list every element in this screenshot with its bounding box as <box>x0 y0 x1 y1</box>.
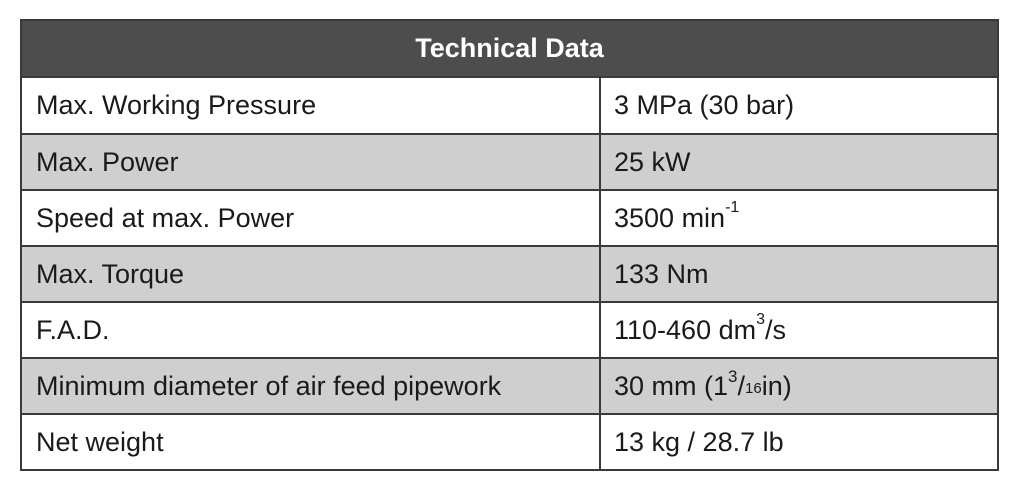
row-value: 13 kg / 28.7 lb <box>614 426 784 457</box>
table-title: Technical Data <box>22 21 997 78</box>
value-superscript: -1 <box>725 199 740 216</box>
row-value: 25 kW <box>614 146 691 177</box>
row-label: F.A.D. <box>22 303 601 357</box>
row-label: Minimum diameter of air feed pipework <box>22 359 601 413</box>
table-row <box>22 301 997 357</box>
table-row <box>22 78 997 133</box>
row-label: Max. Power <box>22 135 601 189</box>
fraction-numerator: 3 <box>728 367 738 386</box>
value-main: 30 mm (1 <box>614 370 729 401</box>
row-value: 3 MPa (30 bar) <box>614 90 795 120</box>
fraction-slash: / <box>737 370 746 401</box>
value-main: 3500 min <box>614 202 726 233</box>
table-row <box>22 133 997 189</box>
value-main: 110-460 dm <box>614 314 757 345</box>
value-tail: in) <box>761 370 792 401</box>
fraction-denominator: 16 <box>745 379 762 397</box>
row-value <box>601 303 997 357</box>
table-row <box>22 357 997 413</box>
row-label: Max. Working Pressure <box>22 78 601 133</box>
row-label: Net weight <box>22 415 601 469</box>
row-label: Speed at max. Power <box>22 191 601 245</box>
value-tail: /s <box>765 314 787 345</box>
table-row <box>22 189 997 245</box>
row-value <box>601 359 997 413</box>
table-row <box>22 245 997 301</box>
row-value: 133 Nm <box>614 258 709 289</box>
table-row <box>22 413 997 469</box>
value-superscript: 3 <box>756 311 765 328</box>
row-value <box>601 191 997 245</box>
row-label: Max. Torque <box>22 247 601 301</box>
technical-data-table <box>20 19 999 471</box>
